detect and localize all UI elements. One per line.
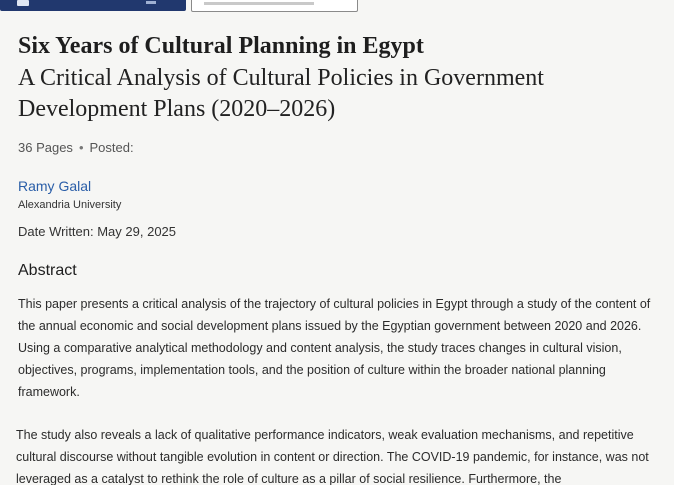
- date-written: Date Written: May 29, 2025: [18, 224, 177, 239]
- download-button-label: [146, 1, 156, 4]
- paper-subtitle: A Critical Analysis of Cultural Policies in Government Development Plans (2020–2026): [18, 65, 544, 122]
- download-button[interactable]: [0, 0, 186, 11]
- paper-meta: [18, 140, 134, 155]
- download-icon: [17, 0, 29, 6]
- author-affiliation: Alexandria University: [18, 199, 122, 211]
- page-count: 36 Pages: [18, 140, 73, 155]
- author-link[interactable]: Ramy Galal: [18, 178, 92, 194]
- secondary-action-label: [204, 2, 314, 5]
- abstract-paragraph-1: This paper presents a critical analysis of the trajectory of cultural policies in Egypt through a study of the content of the annual economic and social development plans issued by the Egyptian government between 2020 and 2026. Using a comparative analytical methodology and content analysis, the study traces changes in cultural vision, objectives, programs, implementation tools, and the position of culture within the broader national planning framework.: [18, 297, 651, 399]
- paper-title: Six Years of Cultural Planning in Egypt: [18, 33, 424, 59]
- abstract-paragraph-2: The study also reveals a lack of qualitative performance indicators, weak evaluation mechanisms, and repetitive cultural discourse without tangible evolution in content or direction. The COVID-19 pandemic, for instance, was not leveraged as a catalyst to rethink the role of culture as a pillar of social resilience. Furthermore, the: [16, 428, 649, 485]
- meta-separator: •: [78, 140, 84, 155]
- abstract-heading: Abstract: [18, 262, 77, 279]
- posted-label: Posted:: [89, 140, 134, 155]
- secondary-action-button[interactable]: [191, 0, 358, 12]
- top-toolbar: [0, 0, 674, 12]
